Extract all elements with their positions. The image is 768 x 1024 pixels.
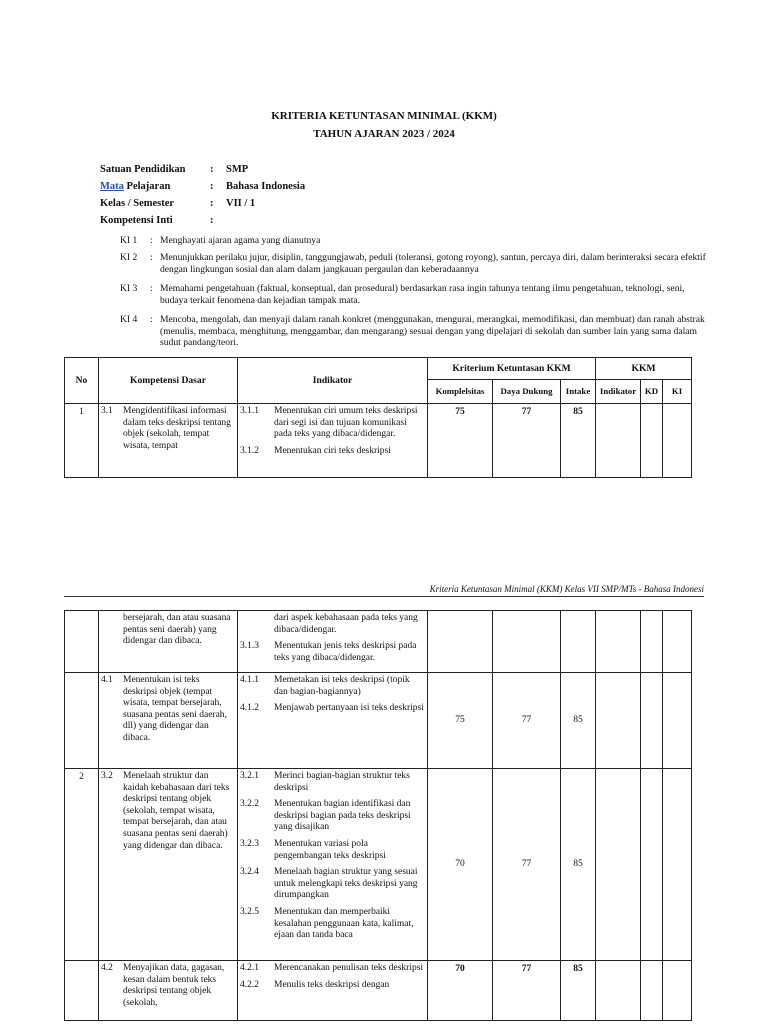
header-kkm-kd: KD <box>641 380 663 404</box>
kkm-ki-value <box>663 404 692 478</box>
intake-value: 85 <box>561 404 596 478</box>
kd-code: 3.2 <box>101 771 113 781</box>
kompleksitas-value: 75 <box>428 673 493 769</box>
satuan-value: SMP <box>226 164 249 175</box>
ind-code: 3.2.2 <box>240 799 259 810</box>
kd-text: Mengidentifikasi informasi dalam teks deskripsi tentang objek (sekolah, tempat wisata, tempat <box>123 406 231 451</box>
kd-cell <box>99 404 238 478</box>
daya-dukung-value: 77 <box>493 673 561 769</box>
ind-text: Menentukan jenis teks deskripsi pada teks yang dibaca/didengar. <box>274 641 417 663</box>
indikator-cell <box>238 611 428 673</box>
ki-text: Memahami pengetahuan (faktual, konseptual, dan prosedural) berdasarkan rasa ingin tahunya tentang ilmu pengetahuan, teknologi, seni, budaya terkait fenomena dan kejadian tampak mata. <box>160 283 685 306</box>
ki-sep: : <box>150 283 153 294</box>
daya-dukung-value: 77 <box>493 769 561 961</box>
table-row <box>65 673 692 769</box>
document-subtitle: TAHUN AJARAN 2023 / 2024 <box>313 128 455 140</box>
ind-text: Menentukan variasi pola pengembangan teks deskripsi <box>274 838 386 861</box>
ki-sep: : <box>150 314 153 325</box>
ki-code: KI 2 <box>120 252 138 263</box>
ki-text: Menghayati ajaran agama yang dianutnya <box>160 235 321 246</box>
indikator-cell <box>238 404 428 478</box>
header-kriterium: Kriterium Ketuntasan KKM <box>428 358 596 380</box>
intake-value: 85 <box>561 961 596 1021</box>
page-divider <box>64 596 704 597</box>
ind-text: Memetakan isi teks deskripsi (topik dan bagian-bagiannya) <box>274 675 410 697</box>
colon: : <box>210 198 214 209</box>
ind-text: Menjawab pertanyaan isi teks deskripsi <box>274 703 424 714</box>
indikator-cell <box>238 769 428 961</box>
kd-cell <box>99 961 238 1021</box>
kelas-value: VII / 1 <box>226 198 256 209</box>
kkm-table-page2 <box>64 610 692 1021</box>
ki-text: Menunjukkan perilaku jujur, disiplin, tanggungjawab, peduli (toleransi, gotong royong), santun, percaya diri, dalam berinteraksi secara efektif dengan lingkungan sosial dan alam dalam jangkauan pergaulan dan keberadaannya <box>160 252 706 275</box>
header-daya-dukung: Daya Dukung <box>493 380 561 404</box>
mapel-label-text: Pelajaran <box>123 181 171 192</box>
row-number: 2 <box>65 769 99 961</box>
ind-code: 3.2.4 <box>240 867 259 878</box>
table-row <box>65 769 692 961</box>
ki-label: Kompetensi Inti <box>100 215 173 226</box>
header-kompetensi-dasar: Kompetensi Dasar <box>99 358 238 404</box>
kompleksitas-value: 75 <box>428 404 493 478</box>
daya-dukung-value: 77 <box>493 404 561 478</box>
row-number <box>65 961 99 1021</box>
mapel-link[interactable]: Mata <box>100 181 124 192</box>
kd-cell <box>99 673 238 769</box>
indikator-cell <box>238 961 428 1021</box>
kkm-table-page1 <box>64 357 692 478</box>
kd-code: 3.1 <box>101 406 113 416</box>
kelas-label: Kelas / Semester <box>100 198 175 209</box>
table-row <box>65 961 692 1021</box>
ind-code: 3.2.5 <box>240 906 259 917</box>
daya-dukung-value: 77 <box>493 961 561 1021</box>
kd-code: 4.1 <box>101 675 113 685</box>
mapel-label <box>100 181 170 192</box>
ind-text: Menentukan dan memperbaiki kesalahan penggunaan kata, kalimat, ejaan dan tanda baca <box>274 906 414 941</box>
kd-cell <box>99 611 238 673</box>
kd-text: Menentukan isi teks deskripsi objek (tempat wisata, tempat bersejarah, suasana pentas seni daerah, dll) yang didengar dan dibaca. <box>123 675 227 743</box>
ki-sep: : <box>150 235 153 246</box>
ki-text: Mencoba, mengolah, dan menyaji dalam ranah konkret (menggunakan, mengurai, merangkai, memodifikasi, dan membuat) dan ranah abstrak (menulis, membaca, menghitung, menggambar, dan mengarang) sesuai dengan yang dipelajari di sekolah dan sumber lain yang sama dalam sudut pandang/teori. <box>160 314 705 348</box>
ind-code: 3.1.3 <box>240 641 259 652</box>
colon: : <box>210 181 214 192</box>
ind-code: 4.1.2 <box>240 703 259 714</box>
ind-text: Menentukan ciri umum teks deskripsi dari segi isi dan tujuan komunikasi pada teks yang dibaca/didengar. <box>274 406 418 440</box>
colon: : <box>210 164 214 175</box>
page-footer: Kriteria Ketuntasan Minimal (KKM) Kelas VII SMP/MTs - Bahasa Indonesi <box>429 584 704 594</box>
header-kompleksitas: Komplelsitas <box>428 380 493 404</box>
colon: : <box>210 215 214 226</box>
ind-code: 3.1.1 <box>240 406 259 416</box>
ind-code: 3.1.2 <box>240 445 259 456</box>
kkm-kd-value <box>641 404 663 478</box>
ind-text: Merencanakan penulisan teks deskripsi <box>274 963 424 973</box>
ind-code: 4.2.1 <box>240 963 259 973</box>
header-indikator: Indikator <box>238 358 428 404</box>
ki-code: KI 3 <box>120 283 138 294</box>
ind-text: dari aspek kebahasaan pada teks yang dibaca/didengar. <box>274 613 418 635</box>
kd-text: bersejarah, dan atau suasana pentas seni daerah) yang didengar dan dibaca. <box>123 613 231 647</box>
ind-code: 4.2.2 <box>240 979 259 990</box>
document-title: KRITERIA KETUNTASAN MINIMAL (KKM) <box>271 110 497 122</box>
table-row <box>65 404 692 478</box>
table-row <box>65 611 692 673</box>
header-intake: Intake <box>561 380 596 404</box>
row-number <box>65 611 99 673</box>
kompleksitas-value: 70 <box>428 961 493 1021</box>
kd-code: 4.2 <box>101 963 113 973</box>
kd-cell <box>99 769 238 961</box>
intake-value: 85 <box>561 769 596 961</box>
ki-code: KI 4 <box>120 314 138 325</box>
ind-text: Menulis teks deskripsi dengan <box>274 979 390 990</box>
ind-text: Menentukan bagian identifikasi dan deskripsi bagian pada teks deskripsi yang disajikan <box>274 799 411 833</box>
kd-text: Menelaah struktur dan kaidah kebahasaan dari teks deskripsi tentang objek (sekolah, tempat wisata, tempat bersejarah, dan atau suasana pentas seni daerah) yang didengar dan dibaca. <box>123 771 230 851</box>
kd-text: Menyajikan data, gagasan, kesan dalam bentuk teks deskripsi tentang objek (sekolah, <box>123 963 225 1008</box>
header-kkm-ki: KI <box>663 380 692 404</box>
kkm-indikator-value <box>596 404 641 478</box>
mapel-value: Bahasa Indonesia <box>226 181 306 192</box>
ind-code: 3.2.1 <box>240 771 259 781</box>
ind-code: 3.2.3 <box>240 838 259 849</box>
kompleksitas-value: 70 <box>428 769 493 961</box>
ki-sep: : <box>150 252 153 263</box>
ind-text: Merinci bagian-bagian struktur teks deskripsi <box>274 771 410 793</box>
ind-text: Menentukan ciri teks deskripsi <box>274 445 391 456</box>
header-no: No <box>65 358 99 404</box>
indikator-cell <box>238 673 428 769</box>
row-number <box>65 673 99 769</box>
row-number: 1 <box>65 404 99 478</box>
header-kkm-indikator: Indikator <box>596 380 641 404</box>
header-kkm: KKM <box>596 358 692 380</box>
intake-value: 85 <box>561 673 596 769</box>
satuan-label: Satuan Pendidikan <box>100 164 186 175</box>
ind-text: Menelaah bagian struktur yang sesuai untuk melengkapi teks deskripsi yang dirumpangkan <box>274 867 418 901</box>
ind-code: 4.1.1 <box>240 675 259 685</box>
ki-code: KI 1 <box>120 235 138 246</box>
